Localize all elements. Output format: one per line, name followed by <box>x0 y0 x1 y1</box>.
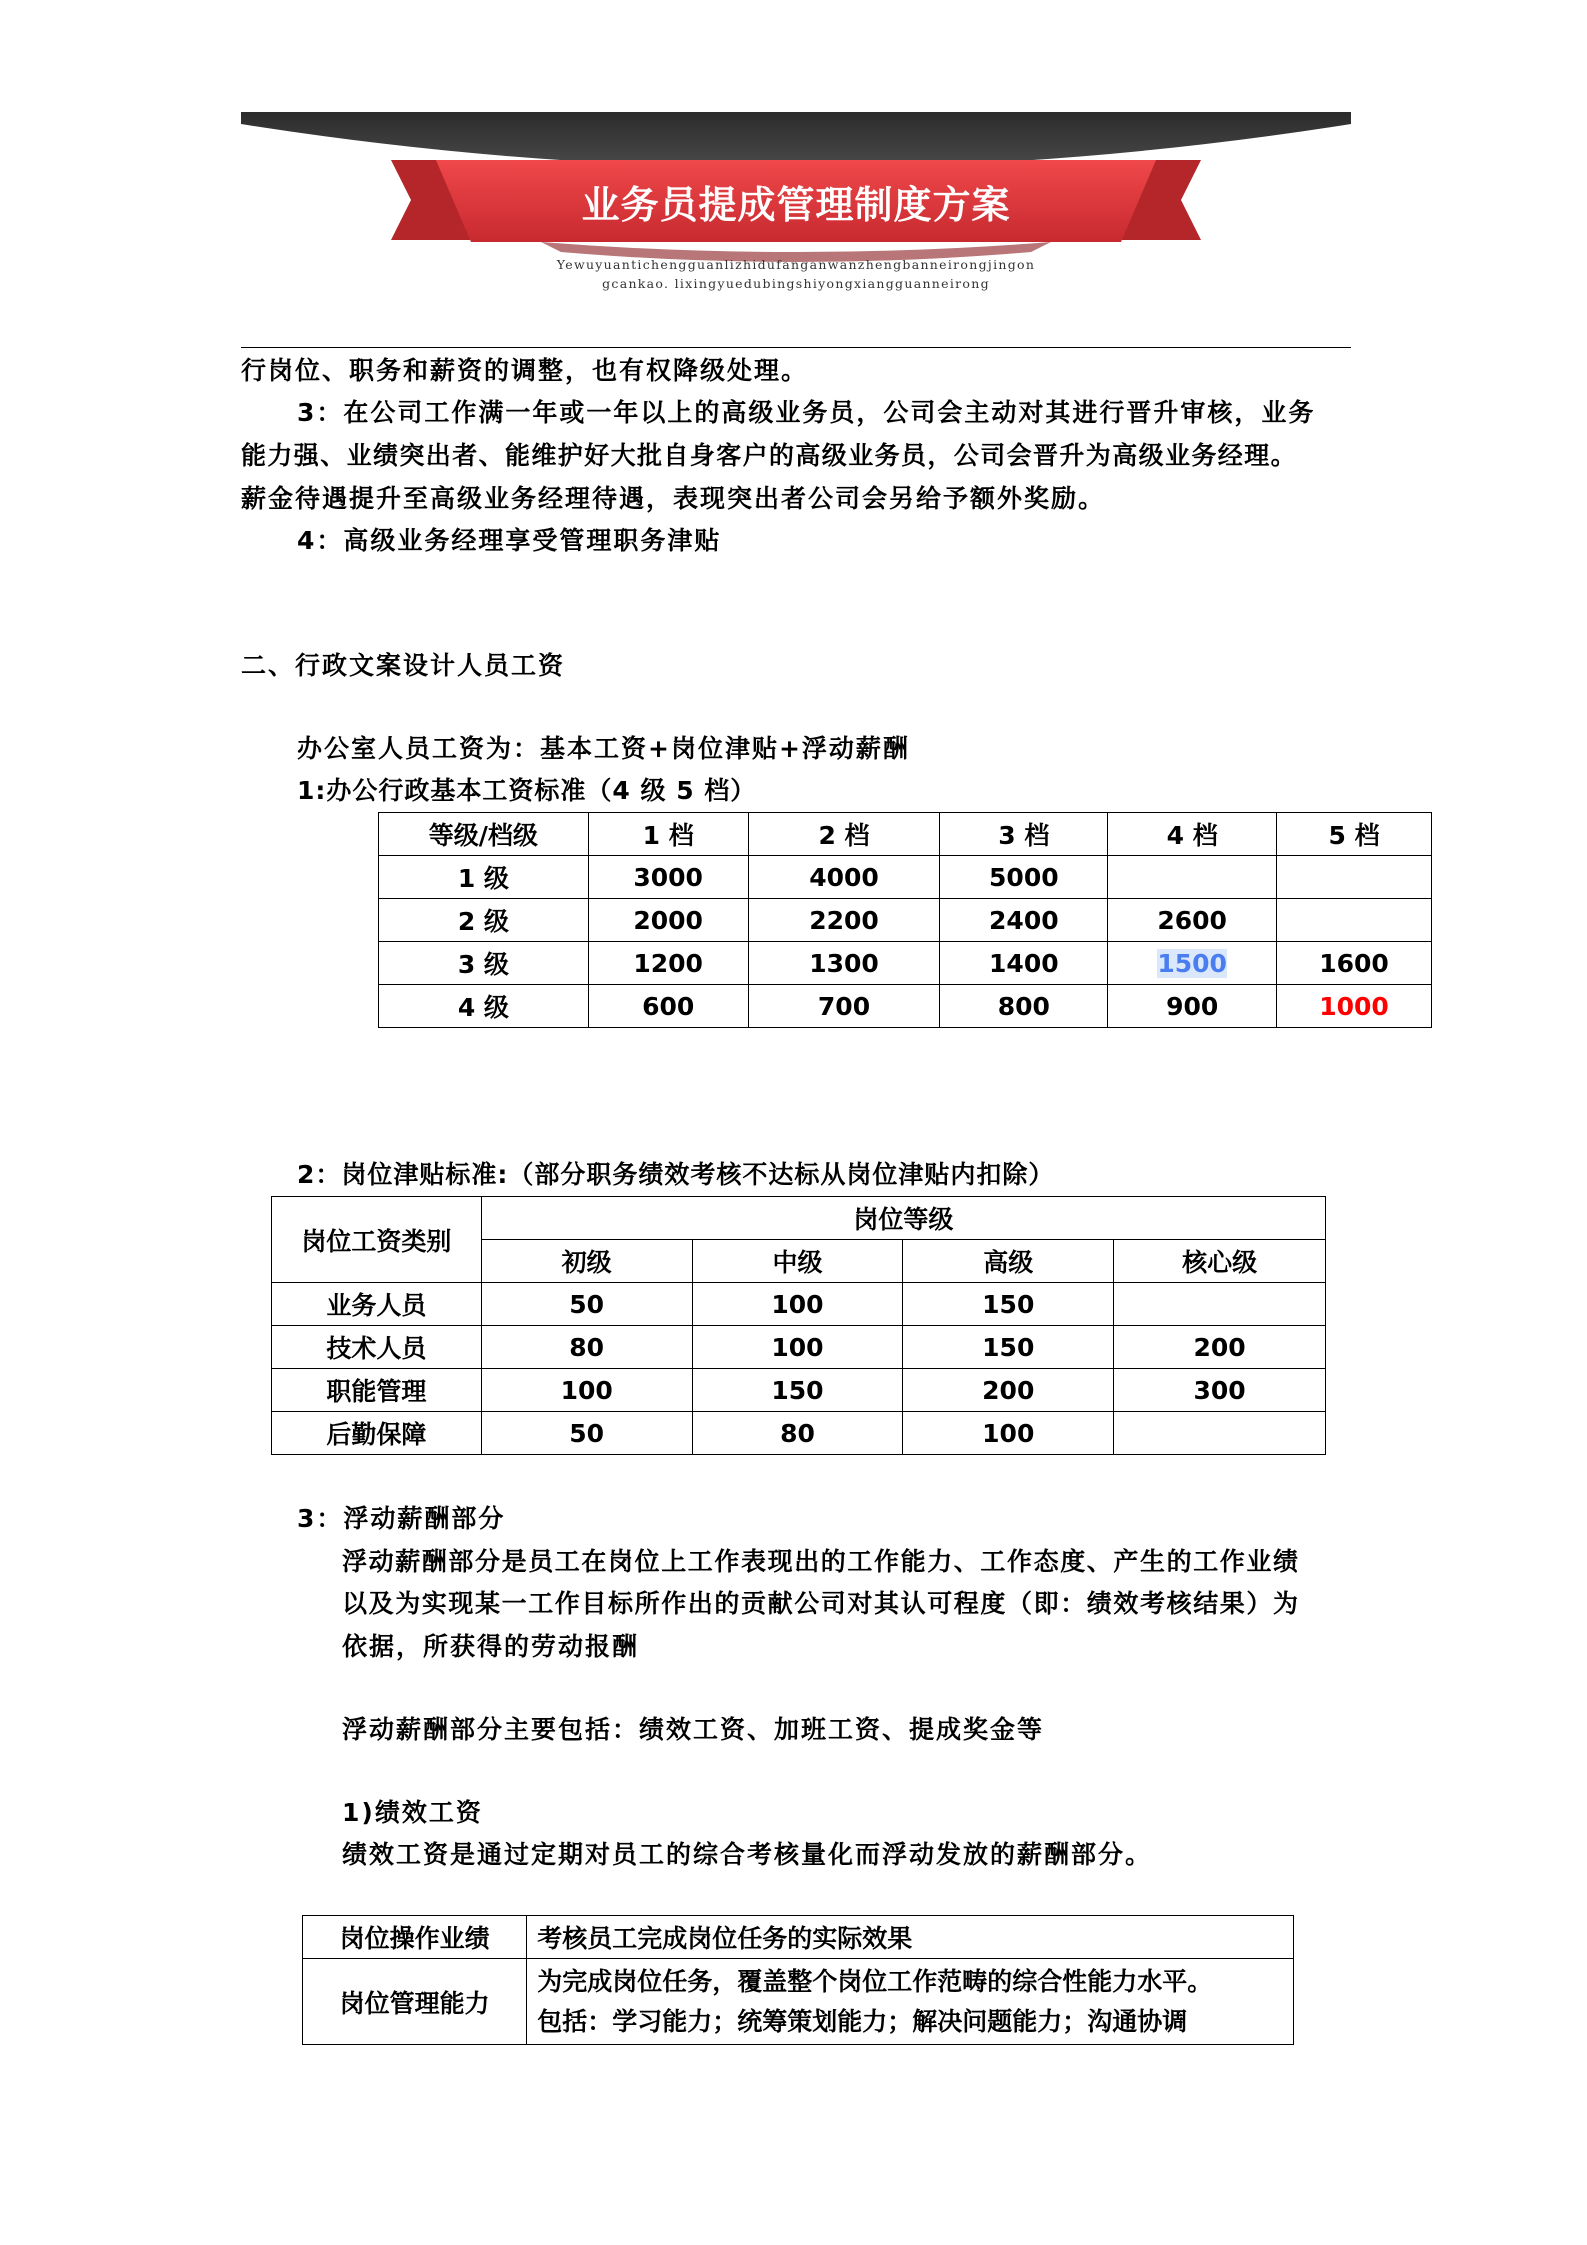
subsection-heading: 3：浮动薪酬部分 <box>297 1504 506 1533</box>
table-cell: 200 <box>1114 1326 1326 1369</box>
table-cell: 职能管理 <box>272 1369 482 1412</box>
table-header-row <box>379 813 1432 856</box>
table-row <box>272 1283 1326 1326</box>
table-cell: 300 <box>1114 1369 1326 1412</box>
table-cell <box>1108 856 1277 899</box>
header-cell: 初级 <box>481 1240 692 1283</box>
base-salary-table <box>378 812 1432 1028</box>
table-cell: 1 级 <box>379 856 589 899</box>
subsection-heading: 1)绩效工资 <box>342 1798 483 1827</box>
salary-formula: 办公室人员工资为：基本工资+岗位津贴+浮动薪酬 <box>297 734 910 763</box>
table-cell: 岗位管理能力 <box>303 1959 527 2045</box>
table-cell: 100 <box>903 1412 1114 1455</box>
document-title: 业务员提成管理制度方案 <box>581 183 1011 227</box>
table-cell: 5000 <box>940 856 1108 899</box>
table-cell: 1300 <box>748 942 940 985</box>
table-cell <box>527 1959 1294 2045</box>
pinyin-subtitle-line-2: gcankao. lixingyuedubingshiyongxiangguanneirong <box>602 276 990 291</box>
table-cell: 80 <box>692 1412 903 1455</box>
paragraph-line: 浮动薪酬部分主要包括：绩效工资、加班工资、提成奖金等 <box>342 1715 1045 1744</box>
table-cell: 2200 <box>748 899 940 942</box>
position-allowance-table <box>271 1196 1326 1455</box>
table-cell: 80 <box>481 1326 692 1369</box>
header-cell: 5 档 <box>1277 813 1432 856</box>
table-cell: 50 <box>481 1412 692 1455</box>
table-cell: 2000 <box>588 899 748 942</box>
header-cell: 中级 <box>692 1240 903 1283</box>
table-cell <box>1114 1283 1326 1326</box>
table-cell: 2400 <box>940 899 1108 942</box>
table-cell: 150 <box>692 1369 903 1412</box>
table-cell: 1600 <box>1277 942 1432 985</box>
performance-assessment-table <box>302 1915 1294 2045</box>
table-title: 1:办公行政基本工资标准（4 级 5 档） <box>297 776 757 805</box>
table-cell: 100 <box>481 1369 692 1412</box>
table-cell: 900 <box>1108 985 1277 1028</box>
paragraph-line: 薪金待遇提升至高级业务经理待遇，表现突出者公司会另给予额外奖励。 <box>241 484 1106 513</box>
table-cell: 100 <box>692 1326 903 1369</box>
table-header-row <box>272 1197 1326 1240</box>
header-cell: 1 档 <box>588 813 748 856</box>
table-row <box>272 1369 1326 1412</box>
table-cell <box>1114 1412 1326 1455</box>
paragraph-line: 3：在公司工作满一年或一年以上的高级业务员，公司会主动对其进行晋升审核，业务 <box>297 398 1316 427</box>
table-cell: 150 <box>903 1283 1114 1326</box>
header-banner <box>241 112 1351 292</box>
table-cell-red: 1000 <box>1277 985 1432 1028</box>
table-cell: 200 <box>903 1369 1114 1412</box>
table-row <box>303 1959 1294 2045</box>
table-cell: 50 <box>481 1283 692 1326</box>
table-row <box>379 856 1432 899</box>
table-cell: 技术人员 <box>272 1326 482 1369</box>
table-cell <box>1277 856 1432 899</box>
table-cell: 考核员工完成岗位任务的实际效果 <box>527 1916 1294 1959</box>
table-cell: 4 级 <box>379 985 589 1028</box>
paragraph-line: 能力强、业绩突出者、能维护好大批自身客户的高级业务员，公司会晋升为高级业务经理。 <box>241 441 1298 470</box>
header-cell: 3 档 <box>940 813 1108 856</box>
table-cell: 1200 <box>588 942 748 985</box>
paragraph-line: 4：高级业务经理享受管理职务津贴 <box>297 526 722 555</box>
table-cell <box>1277 899 1432 942</box>
table-cell: 800 <box>940 985 1108 1028</box>
table-title: 2：岗位津贴标准:（部分职务绩效考核不达标从岗位津贴内扣除） <box>297 1160 1055 1189</box>
section-heading: 二、行政文案设计人员工资 <box>241 651 566 680</box>
paragraph-line: 依据，所获得的劳动报酬 <box>342 1632 640 1661</box>
table-row <box>379 985 1432 1028</box>
table-row <box>379 899 1432 942</box>
table-cell-highlighted <box>1108 942 1277 985</box>
table-cell: 岗位操作业绩 <box>303 1916 527 1959</box>
table-cell: 后勤保障 <box>272 1412 482 1455</box>
table-row <box>303 1916 1294 1959</box>
header-cell: 等级/档级 <box>379 813 589 856</box>
table-cell: 2600 <box>1108 899 1277 942</box>
header-divider <box>241 347 1351 348</box>
table-row <box>272 1326 1326 1369</box>
paragraph-line: 行岗位、职务和薪资的调整，也有权降级处理。 <box>241 356 809 385</box>
paragraph-line: 以及为实现某一工作目标所作出的贡献公司对其认可程度（即：绩效考核结果）为 <box>342 1589 1300 1618</box>
cell-line: 包括：学习能力；统筹策划能力；解决问题能力；沟通协调 <box>537 2006 1188 2036</box>
table-cell: 700 <box>748 985 940 1028</box>
highlighted-value: 1500 <box>1157 948 1227 978</box>
header-cell: 高级 <box>903 1240 1114 1283</box>
paragraph-line: 绩效工资是通过定期对员工的综合考核量化而浮动发放的薪酬部分。 <box>342 1840 1153 1869</box>
table-row <box>379 942 1432 985</box>
table-cell: 150 <box>903 1326 1114 1369</box>
pinyin-subtitle-line-1: Yewuyuantichengguanlizhidufanganwanzhengbanneirongjingon <box>556 257 1036 272</box>
table-cell: 600 <box>588 985 748 1028</box>
table-cell: 4000 <box>748 856 940 899</box>
header-cell: 核心级 <box>1114 1240 1326 1283</box>
table-cell: 1400 <box>940 942 1108 985</box>
header-cell: 岗位工资类别 <box>272 1197 482 1283</box>
table-cell: 2 级 <box>379 899 589 942</box>
table-cell: 100 <box>692 1283 903 1326</box>
paragraph-line: 浮动薪酬部分是员工在岗位上工作表现出的工作能力、工作态度、产生的工作业绩 <box>342 1547 1300 1576</box>
table-cell: 3 级 <box>379 942 589 985</box>
table-row <box>272 1412 1326 1455</box>
header-cell: 2 档 <box>748 813 940 856</box>
cell-line: 为完成岗位任务，覆盖整个岗位工作范畴的综合性能力水平。 <box>537 1966 1213 1996</box>
header-cell: 岗位等级 <box>481 1197 1325 1240</box>
table-cell: 3000 <box>588 856 748 899</box>
table-cell: 业务人员 <box>272 1283 482 1326</box>
header-cell: 4 档 <box>1108 813 1277 856</box>
